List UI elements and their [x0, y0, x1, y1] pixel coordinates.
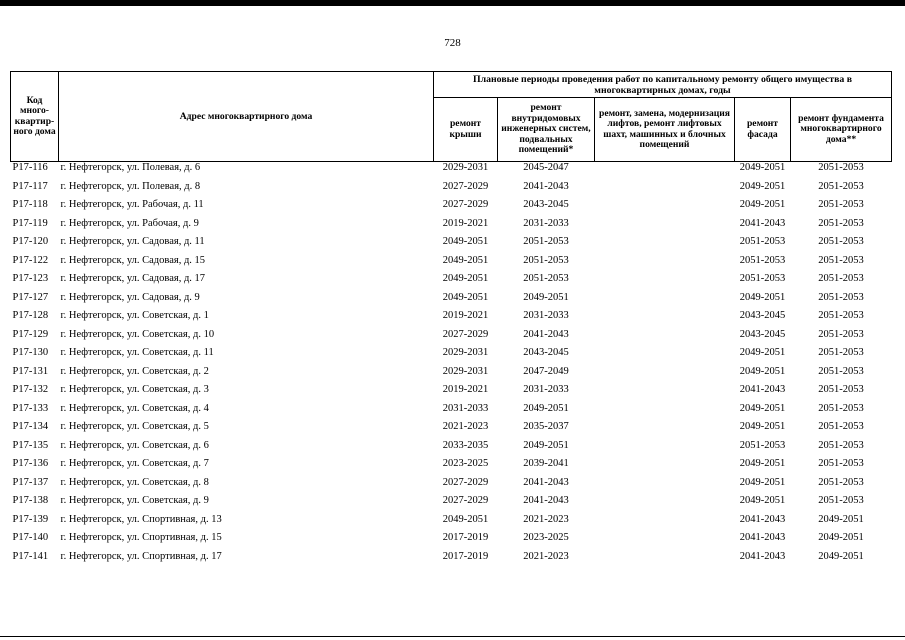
engineering-cell: 2041-2043: [523, 180, 569, 192]
elevators-cell: [595, 310, 735, 329]
elevators-cell: [595, 255, 735, 274]
facade-cell: 2051-2053: [739, 254, 786, 266]
repair-schedule-table: [10, 71, 892, 569]
roof-cell: 2027-2029: [442, 328, 489, 340]
facade-cell: 2051-2053: [739, 439, 786, 451]
engineering-cell: 2047-2049: [523, 365, 569, 377]
facade-cell: 2049-2051: [739, 476, 786, 488]
roof-cell: 2027-2029: [442, 495, 489, 506]
address-cell: г. Нефтегорск, ул. Советская, д. 6: [60, 439, 209, 451]
engineering-cell: 2051-2053: [523, 254, 569, 266]
foundation-cell: 2051-2053: [818, 365, 864, 377]
engineering-cell: 2031-2033: [523, 217, 569, 229]
roof-cell: 2027-2029: [442, 180, 489, 192]
address-cell: г. Нефтегорск, ул. Советская, д. 2: [60, 365, 209, 377]
table-row: [11, 532, 892, 551]
address-cell: г. Нефтегорск, ул. Советская, д. 7: [60, 458, 209, 469]
facade-cell: 2049-2051: [739, 199, 786, 210]
engineering-cell: 2051-2053: [523, 236, 569, 247]
top-border: [0, 0, 905, 6]
roof-cell: 2019-2021: [442, 384, 489, 395]
table-row: [11, 366, 892, 385]
table-row: [11, 403, 892, 422]
code-cell: Р17-141: [12, 550, 49, 562]
code-cell: Р17-123: [12, 273, 49, 284]
code-cell: Р17-131: [12, 365, 49, 377]
foundation-cell: 2051-2053: [818, 273, 864, 284]
facade-cell: 2049-2051: [739, 495, 786, 506]
foundation-cell: 2051-2053: [818, 199, 864, 210]
foundation-cell: 2051-2053: [818, 180, 864, 192]
engineering-cell: 2031-2033: [523, 310, 569, 321]
elevators-cell: [595, 551, 735, 570]
elevators-cell: [595, 366, 735, 385]
engineering-cell: 2049-2051: [523, 402, 569, 414]
roof-cell: 2049-2051: [442, 513, 489, 525]
address-cell: г. Нефтегорск, ул. Советская, д. 4: [60, 402, 209, 414]
roof-cell: 2019-2021: [442, 310, 489, 321]
header-engineering: ремонт внутридомовых инженерных систем, подвальных помещений*: [498, 98, 595, 162]
roof-cell: 2027-2029: [442, 199, 489, 210]
foundation-cell: 2051-2053: [818, 384, 864, 395]
address-cell: г. Нефтегорск, ул. Советская, д. 3: [60, 384, 209, 395]
foundation-cell: 2051-2053: [818, 217, 864, 229]
elevators-cell: [595, 347, 735, 366]
engineering-cell: 2041-2043: [523, 328, 569, 340]
foundation-cell: 2051-2053: [818, 236, 864, 247]
header-elevators: ремонт, замена, модернизация лифтов, ремонт лифтовых шахт, машинных и блочных помещений: [595, 98, 735, 162]
elevators-cell: [595, 162, 735, 181]
table-row: [11, 162, 892, 181]
elevators-cell: [595, 514, 735, 533]
roof-cell: 2031-2033: [442, 402, 489, 414]
address-cell: г. Нефтегорск, ул. Рабочая, д. 9: [60, 217, 199, 229]
facade-cell: 2049-2051: [739, 291, 786, 303]
elevators-cell: [595, 440, 735, 459]
address-cell: г. Нефтегорск, ул. Полевая, д. 8: [60, 180, 201, 192]
engineering-cell: 2043-2045: [523, 347, 569, 358]
address-cell: г. Нефтегорск, ул. Рабочая, д. 11: [60, 199, 204, 210]
bottom-rule: [0, 636, 905, 637]
table-row: [11, 273, 892, 292]
engineering-cell: 2035-2037: [523, 421, 569, 432]
code-cell: Р17-128: [12, 310, 49, 321]
foundation-cell: 2049-2051: [818, 513, 864, 525]
facade-cell: 2049-2051: [739, 347, 786, 358]
roof-cell: 2029-2031: [442, 347, 489, 358]
code-cell: Р17-119: [12, 217, 48, 229]
elevators-cell: [595, 421, 735, 440]
code-cell: Р17-120: [12, 236, 49, 247]
table-row: [11, 236, 892, 255]
elevators-cell: [595, 329, 735, 348]
code-cell: Р17-116: [12, 162, 48, 173]
foundation-cell: 2051-2053: [818, 458, 864, 469]
table-body: [11, 162, 892, 570]
engineering-cell: 2021-2023: [523, 513, 569, 525]
foundation-cell: 2051-2053: [818, 402, 864, 414]
table-row: [11, 181, 892, 200]
engineering-cell: 2051-2053: [523, 273, 569, 284]
address-cell: г. Нефтегорск, ул. Советская, д. 10: [60, 328, 215, 340]
roof-cell: 2049-2051: [442, 254, 489, 266]
facade-cell: 2049-2051: [739, 402, 786, 414]
header-facade: ремонт фасада: [735, 98, 791, 162]
roof-cell: 2049-2051: [442, 236, 489, 247]
engineering-cell: 2039-2041: [523, 458, 569, 469]
foundation-cell: 2051-2053: [818, 495, 864, 506]
foundation-cell: 2049-2051: [818, 532, 864, 543]
facade-cell: 2041-2043: [739, 532, 786, 543]
roof-cell: 2029-2031: [442, 162, 489, 173]
engineering-cell: 2041-2043: [523, 495, 569, 506]
engineering-cell: 2023-2025: [523, 532, 569, 543]
foundation-cell: 2051-2053: [818, 291, 864, 303]
engineering-cell: 2049-2051: [523, 439, 569, 451]
code-cell: Р17-139: [12, 513, 49, 525]
facade-cell: 2041-2043: [739, 384, 786, 395]
engineering-cell: 2021-2023: [523, 550, 569, 562]
table-row: [11, 255, 892, 274]
code-cell: Р17-122: [12, 254, 49, 266]
facade-cell: 2051-2053: [739, 236, 786, 247]
engineering-cell: 2049-2051: [523, 291, 569, 303]
engineering-cell: 2045-2047: [523, 162, 569, 173]
facade-cell: 2041-2043: [739, 217, 786, 229]
address-cell: г. Нефтегорск, ул. Советская, д. 8: [60, 476, 209, 488]
facade-cell: 2051-2053: [739, 273, 786, 284]
address-cell: г. Нефтегорск, ул. Советская, д. 1: [60, 310, 209, 321]
table-row: [11, 310, 892, 329]
roof-cell: 2049-2051: [442, 291, 489, 303]
foundation-cell: 2051-2053: [818, 476, 864, 488]
facade-cell: 2043-2045: [739, 310, 786, 321]
code-cell: Р17-140: [12, 532, 49, 543]
facade-cell: 2043-2045: [739, 328, 786, 340]
address-cell: г. Нефтегорск, ул. Садовая, д. 9: [60, 291, 200, 303]
roof-cell: 2033-2035: [442, 439, 489, 451]
roof-cell: 2029-2031: [442, 365, 489, 377]
table-row: [11, 384, 892, 403]
table-row: [11, 440, 892, 459]
elevators-cell: [595, 273, 735, 292]
table-row: [11, 477, 892, 496]
foundation-cell: 2049-2051: [818, 550, 864, 562]
table-row: [11, 292, 892, 311]
elevators-cell: [595, 532, 735, 551]
roof-cell: 2021-2023: [442, 421, 489, 432]
table-row: [11, 347, 892, 366]
table-row: [11, 218, 892, 237]
code-cell: Р17-137: [12, 476, 49, 488]
code-cell: Р17-132: [12, 384, 49, 395]
header-address: Адрес многоквартирного дома: [59, 72, 434, 162]
table-row: [11, 551, 892, 570]
address-cell: г. Нефтегорск, ул. Спортивная, д. 13: [60, 513, 222, 525]
address-cell: г. Нефтегорск, ул. Спортивная, д. 17: [60, 550, 222, 562]
facade-cell: 2041-2043: [739, 513, 786, 525]
code-cell: Р17-118: [12, 199, 48, 210]
foundation-cell: 2051-2053: [818, 421, 864, 432]
foundation-cell: 2051-2053: [818, 347, 864, 358]
foundation-cell: 2051-2053: [818, 310, 864, 321]
engineering-cell: 2043-2045: [523, 199, 569, 210]
foundation-cell: 2051-2053: [818, 162, 864, 173]
elevators-cell: [595, 384, 735, 403]
code-cell: Р17-117: [12, 180, 48, 192]
code-cell: Р17-138: [12, 495, 49, 506]
code-cell: Р17-135: [12, 439, 49, 451]
roof-cell: 2049-2051: [442, 273, 489, 284]
header-foundation: ремонт фундамента многоквартирного дома**: [791, 98, 892, 162]
code-cell: Р17-134: [12, 421, 49, 432]
address-cell: г. Нефтегорск, ул. Садовая, д. 17: [60, 273, 206, 284]
table-row: [11, 514, 892, 533]
foundation-cell: 2051-2053: [818, 328, 864, 340]
code-cell: Р17-133: [12, 402, 49, 414]
address-cell: г. Нефтегорск, ул. Садовая, д. 15: [60, 254, 206, 266]
facade-cell: 2049-2051: [739, 162, 786, 173]
elevators-cell: [595, 236, 735, 255]
header-code: Код много-квартир-ного дома: [11, 72, 59, 162]
facade-cell: 2049-2051: [739, 365, 786, 377]
elevators-cell: [595, 181, 735, 200]
table-row: [11, 329, 892, 348]
elevators-cell: [595, 292, 735, 311]
facade-cell: 2049-2051: [739, 458, 786, 469]
foundation-cell: 2051-2053: [818, 439, 864, 451]
elevators-cell: [595, 218, 735, 237]
engineering-cell: 2031-2033: [523, 384, 569, 395]
address-cell: г. Нефтегорск, ул. Советская, д. 5: [60, 421, 209, 432]
table-row: [11, 421, 892, 440]
elevators-cell: [595, 495, 735, 514]
roof-cell: 2017-2019: [442, 532, 489, 543]
code-cell: Р17-130: [12, 347, 49, 358]
address-cell: г. Нефтегорск, ул. Спортивная, д. 15: [60, 532, 222, 543]
code-cell: Р17-136: [12, 458, 49, 469]
elevators-cell: [595, 477, 735, 496]
engineering-cell: 2041-2043: [523, 476, 569, 488]
facade-cell: 2049-2051: [739, 180, 786, 192]
header-roof: ремонт крыши: [434, 98, 498, 162]
elevators-cell: [595, 403, 735, 422]
table-row: [11, 495, 892, 514]
address-cell: г. Нефтегорск, ул. Полевая, д. 6: [60, 162, 201, 173]
address-cell: г. Нефтегорск, ул. Садовая, д. 11: [60, 236, 205, 247]
address-cell: г. Нефтегорск, ул. Советская, д. 9: [60, 495, 209, 506]
table-row: [11, 199, 892, 218]
table-row: [11, 458, 892, 477]
address-cell: г. Нефтегорск, ул. Советская, д. 11: [60, 347, 214, 358]
roof-cell: 2019-2021: [442, 217, 489, 229]
elevators-cell: [595, 199, 735, 218]
roof-cell: 2017-2019: [442, 550, 489, 562]
page-number: 728: [444, 37, 461, 49]
elevators-cell: [595, 458, 735, 477]
facade-cell: 2049-2051: [739, 421, 786, 432]
roof-cell: 2027-2029: [442, 476, 489, 488]
header-periods: Плановые периоды проведения работ по капитальному ремонту общего имущества в многоквартирных домах, годы: [434, 72, 892, 98]
foundation-cell: 2051-2053: [818, 254, 864, 266]
facade-cell: 2041-2043: [739, 550, 786, 562]
code-cell: Р17-129: [12, 328, 49, 340]
roof-cell: 2023-2025: [442, 458, 489, 469]
code-cell: Р17-127: [12, 291, 49, 303]
